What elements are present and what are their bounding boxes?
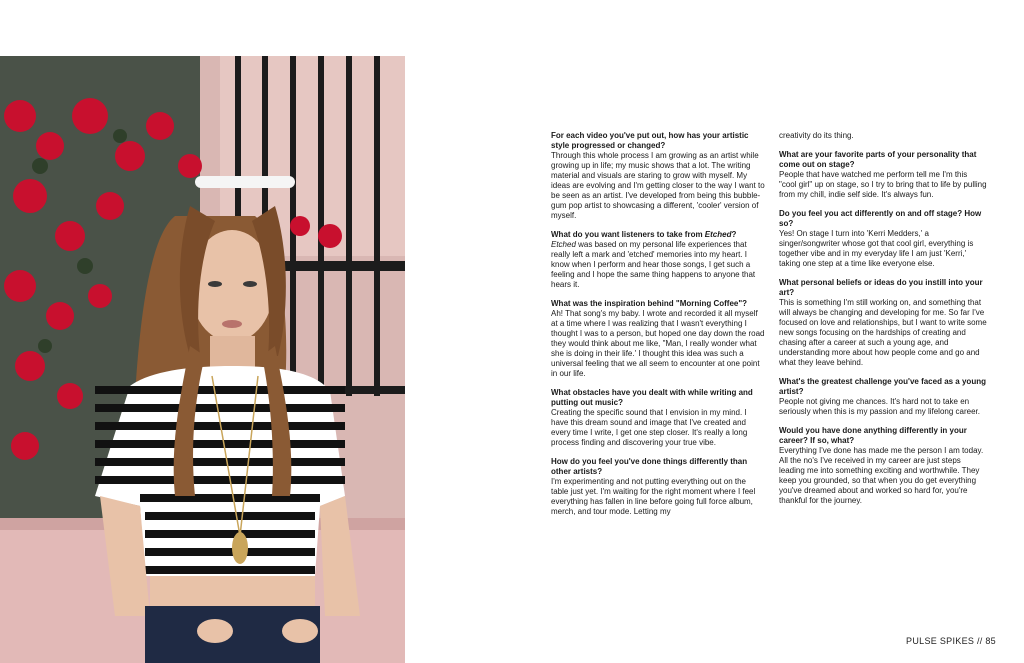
qa-item [551, 457, 765, 517]
question: What personal beliefs or ideas do you instill into your art? [779, 278, 983, 297]
answer: This is something I'm still working on, and something that will always be changing and developing for me. So far I've focused on love and relationships, but I want to write some new songs focusing on the hardships of creating and chasing after a career at such a young age, and understanding more about how people come and go and what they leave behind. [779, 298, 987, 367]
qa-item [779, 377, 987, 417]
question: What are your favorite parts of your personality that come out on stage? [779, 150, 977, 169]
answer: People not giving me chances. It's hard not to take en seriously when this is my passion and my lifelong career. [779, 397, 980, 416]
answer: Everything I've done has made me the person I am today. All the no's I've received in my career are just steps leading me into something exciting and worthwhile. They keep you grounded, so that when you do get everything you've dreamed about and worked so hard for, you're thankful for the journey. [779, 446, 984, 505]
qa-item [779, 278, 987, 368]
question: For each video you've put out, how has your artistic style progressed or changed? [551, 131, 749, 150]
article-column-left [551, 131, 765, 526]
answer-continuation: creativity do its thing. [779, 131, 854, 140]
question: What was the inspiration behind "Morning Coffee"? [551, 299, 748, 308]
question-suffix: ? [731, 230, 737, 239]
qa-item [551, 388, 765, 448]
question: How do you feel you've done things differently than other artists? [551, 457, 748, 476]
answer: I'm experimenting and not putting everything out on the table just yet. I'm waiting for the right moment where I feel everything has fallen in line before going full force album, merch, and tour mode. Letting my [551, 477, 756, 516]
question: What obstacles have you dealt with while writing and putting out music? [551, 388, 753, 407]
answer-title: Etched [551, 240, 576, 249]
qa-item [779, 209, 987, 269]
question: What's the greatest challenge you've faced as a young artist? [779, 377, 986, 396]
question: Do you feel you act differently on and off stage? How so? [779, 209, 982, 228]
qa-item [551, 230, 765, 290]
article-column-right [779, 131, 987, 515]
qa-item [779, 426, 987, 506]
portrait-photo [0, 56, 405, 663]
answer: Yes! On stage I turn into 'Kerri Medders,' a singer/songwriter whose got that cool girl, everything is together vibe and in my everyday life I am just 'Kerri,' taking one step at a time like everyone else. [779, 229, 974, 268]
qa-item [551, 131, 765, 221]
question [551, 230, 765, 240]
page-footer: PULSE SPIKES // 85 [906, 636, 996, 646]
answer-body: was based on my personal life experiences that really left a mark and 'etched' memories into my heart. I know when I perform and hear those songs, I get such a feeling and I hope the same thing happens to anyone that hears it. [551, 240, 756, 289]
question-prefix: What do you want listeners to take from [551, 230, 705, 239]
portrait-illustration [0, 56, 405, 663]
answer: People that have watched me perform tell me I'm this "cool girl" up on stage, so I try to bring that to life by pulling from my chill, indie self side. It's always fun. [779, 170, 987, 199]
answer: Creating the specific sound that I envision in my mind. I have this dream sound and image that I've created and every time I write, I get one step closer. It's really a long process finding and discovering your true vibe. [551, 408, 748, 447]
qa-item [551, 299, 765, 379]
answer [551, 240, 765, 290]
question: Would you have done anything differently in your career? If so, what? [779, 426, 967, 445]
question-title: Etched [704, 230, 732, 239]
answer: Ah! That song's my baby. I wrote and recorded it all myself at a time where I was realizing that I wasn't everything I thought I was to a person, but hoped one day down the road they would think about me like, "Man, I really wonder what she is doing in their life.' I thought this idea was such a universal feeling that we all seem to encounter at one point in our life. [551, 309, 765, 378]
qa-item [779, 150, 987, 200]
answer: Through this whole process I am growing as an artist while growing up in life; my music shows that a lot. The writing material and visuals are staring to grow with myself. My ideas are evolving and I'm getting closer to the way I want to be seen as an artist. I've developed from being this bubble-gum pop artist to showcasing a different, 'cooler' version of myself. [551, 151, 765, 220]
